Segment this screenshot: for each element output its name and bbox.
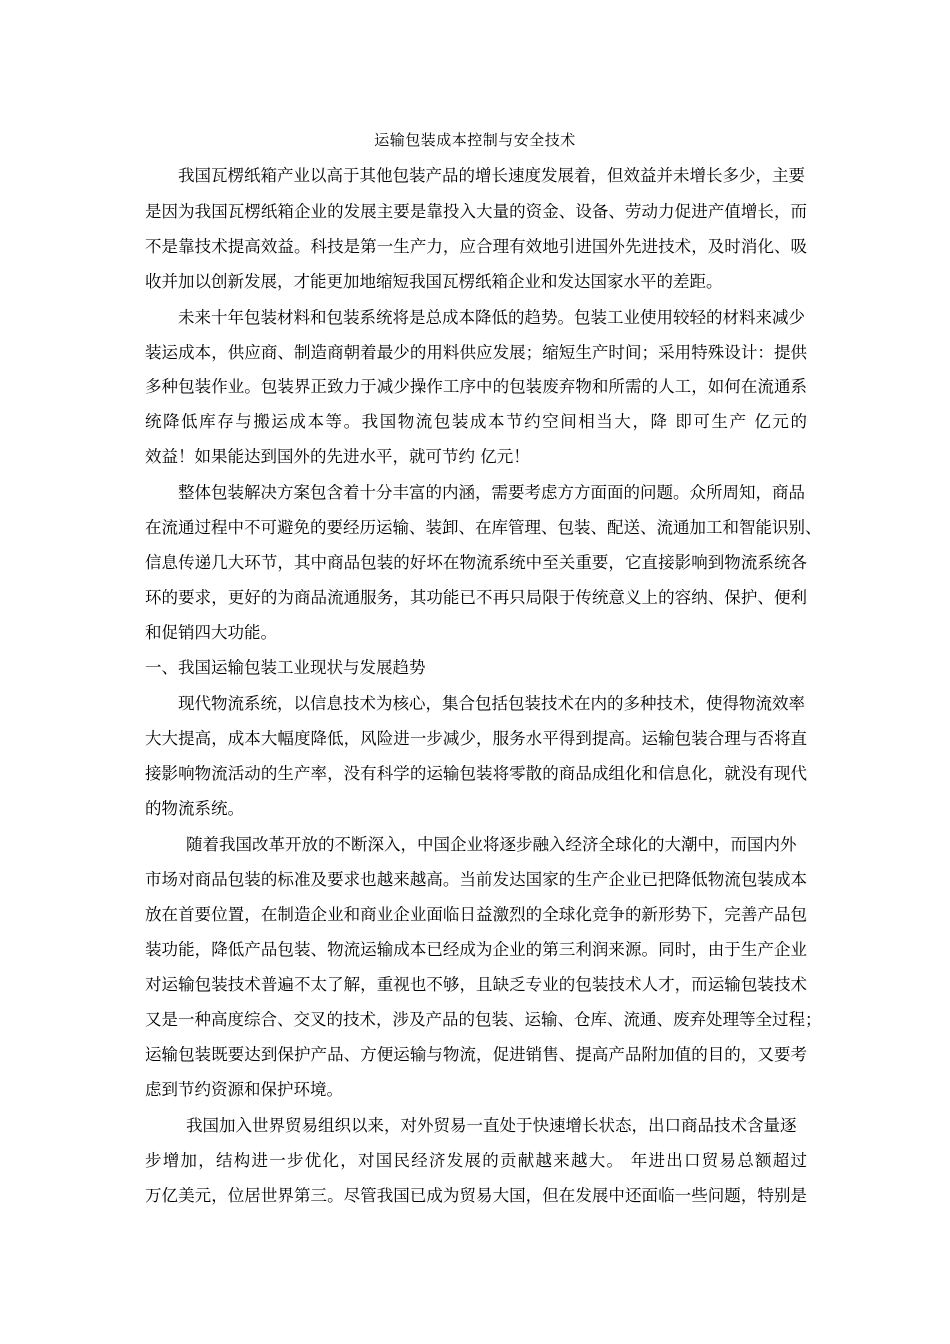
paragraph-6-line-2: 步增加，结构进一步优化，对国民经济发展的贡献越来越大。 年进出口贸易总额超过: [145, 1151, 807, 1170]
section-heading: 一、我国运输包装工业现状与发展趋势: [145, 658, 426, 677]
paragraph-4-line-1: 现代物流系统，以信息技术为核心，集合包括包装技术在内的多种技术，使得物流效率: [178, 694, 805, 713]
paragraph-5-line-7: 运输包装既要达到保护产品、方便运输与物流，促进销售、提高产品附加值的目的，又要考: [145, 1045, 807, 1064]
paragraph-4-line-4: 的物流系统。: [145, 799, 244, 818]
paragraph-1-line-1: 我国瓦楞纸箱产业以高于其他包装产品的增长速度发展着，但效益并未增长多少，主要: [178, 166, 805, 185]
paragraph-6-line-1: 我国加入世界贸易组织以来，对外贸易一直处于快速增长状态，出口商品技术含量逐: [186, 1116, 797, 1135]
paragraph-2-line-2: 装运成本，供应商、制造商朝着最少的用料供应发展；缩短生产时间；采用特殊设计：提供: [145, 343, 807, 362]
paragraph-1-line-4: 收并加以创新发展，才能更加地缩短我国瓦楞纸箱企业和发达国家水平的差距。: [145, 272, 723, 291]
paragraph-1-line-3: 不是靠技术提高效益。科技是第一生产力，应合理有效地引进国外先进技术，及时消化、吸: [145, 237, 807, 256]
page-title: 运输包装成本控制与安全技术: [374, 131, 576, 149]
paragraph-5-line-6: 又是一种高度综合、交叉的技术，涉及产品的包装、运输、仓库、流通、废弃处理等全过程；: [145, 1010, 822, 1029]
paragraph-5-line-3: 放在首要位置，在制造企业和商业企业面临日益激烈的全球化竞争的新形势下，完善产品包: [145, 905, 807, 924]
paragraph-4-line-3: 接影响物流活动的生产率，没有科学的运输包装将零散的商品成组化和信息化，就没有现代: [145, 764, 807, 783]
paragraph-1-line-2: 是因为我国瓦楞纸箱企业的发展主要是靠投入大量的资金、设备、劳动力促进产值增长，而: [145, 202, 807, 221]
paragraph-3-line-1: 整体包装解决方案包含着十分丰富的内涵，需要考虑方方面面的问题。众所周知，商品: [178, 483, 805, 502]
paragraph-6-line-3: 万亿美元，位居世界第三。尽管我国已成为贸易大国，但在发展中还面临一些问题，特别是: [145, 1186, 807, 1205]
paragraph-5-line-1: 随着我国改革开放的不断深入，中国企业将逐步融入经济全球化的大潮中，而国内外: [186, 835, 797, 854]
paragraph-3-line-5: 和促销四大功能。: [145, 623, 277, 642]
paragraph-5-line-5: 对运输包装技术普遍不太了解，重视也不够，且缺乏专业的包装技术人才，而运输包装技术: [145, 975, 807, 994]
paragraph-4-line-2: 大大提高，成本大幅度降低，风险进一步减少，服务水平得到提高。运输包装合理与否将直: [145, 729, 807, 748]
paragraph-5-line-2: 市场对商品包装的标准及要求也越来越高。当前发达国家的生产企业已把降低物流包装成本: [145, 870, 807, 889]
paragraph-2-line-1: 未来十年包装材料和包装系统将是总成本降低的趋势。包装工业使用较轻的材料来减少: [178, 308, 805, 327]
paragraph-3-line-3: 信息传递几大环节，其中商品包装的好坏在物流系统中至关重要，它直接影响到物流系统各: [145, 553, 807, 572]
paragraph-5-line-8: 虑到节约资源和保护环境。: [145, 1080, 343, 1099]
paragraph-2-line-5: 效益！如果能达到国外的先进水平，就可节约 亿元！: [145, 447, 530, 466]
paragraph-2-line-3: 多种包装作业。包装界正致力于减少操作工序中的包装废弃物和所需的人工，如何在流通系: [145, 377, 807, 396]
paragraph-5-line-4: 装功能，降低产品包装、物流运输成本已经成为企业的第三利润来源。同时，由于生产企业: [145, 940, 807, 959]
paragraph-2-line-4: 统降低库存与搬运成本等。我国物流包装成本节约空间相当大，降 即可生产 亿元的: [145, 412, 807, 431]
paragraph-3-line-2: 在流通过程中不可避免的要经历运输、装卸、在库管理、包装、配送、流通加工和智能识别、: [145, 518, 822, 537]
paragraph-3-line-4: 环的要求，更好的为商品流通服务，其功能已不再只局限于传统意义上的容纳、保护、便利: [145, 588, 807, 607]
